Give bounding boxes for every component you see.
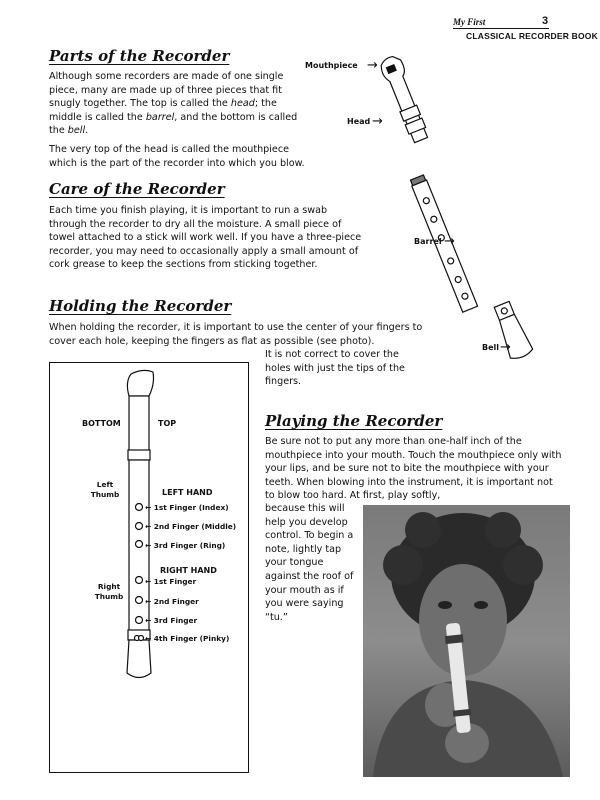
series-label: My First <box>453 17 486 27</box>
parts-text: Although some recorders are made of one single piece, many are made up of three pieces that fit snugly together. The top is called the <box>49 71 284 110</box>
finger-right-index: 1st Finger <box>153 577 197 586</box>
parts-paragraph-1 <box>49 70 299 138</box>
finger-left-index: 1st Finger (Index) <box>153 503 229 512</box>
finger-label: ← 1st Finger <box>145 577 197 586</box>
arrow-icon: → <box>500 340 511 355</box>
arrow-icon: → <box>372 114 383 129</box>
header-rule <box>453 28 549 29</box>
care-heading: Care of the Recorder <box>49 180 225 198</box>
parts-text: ; the middle is called the <box>49 98 277 123</box>
care-paragraph: Each time you finish playing, it is important to run a swab through the recorder to dry all the moisture. A small piece of towel attached to a stick will work well. If you have a three-piece recorder, you may need to occasionally apply a small amount of cork grease to keep the sections from sticking together. <box>49 205 362 271</box>
page-number: 3 <box>542 15 549 27</box>
parts-paragraph-2: The very top of the head is called the mouthpiece which is the part of the recorder into which you blow. <box>49 144 305 169</box>
holding-paragraph-1: When holding the recorder, it is important to use the center of your fingers to cover each hole, keeping the fingers as flat as possible (see photo). <box>49 322 423 347</box>
term-head: head <box>230 98 255 110</box>
finger-right-middle: 2nd Finger <box>153 597 199 606</box>
label-left-thumb: Left Thumb <box>90 480 120 499</box>
book-title: CLASSICAL RECORDER BOOK <box>466 31 598 41</box>
finger-right-pinky: 4th Finger (Pinky) <box>153 634 230 643</box>
recorder-front-diagram <box>115 368 165 698</box>
playing-paragraph-1: Be sure not to put any more than one-half inch of the mouthpiece into your mouth. Touch the mouthpiece only with your lips, and be sure not to bite the mouthpiece with your teeth. When blowing into the instrument, it is important not to blow too hard. At first, play softly, <box>265 436 562 502</box>
label-bottom: BOTTOM <box>82 419 121 428</box>
arrow-icon: → <box>367 58 378 73</box>
label-head: Head <box>347 117 371 126</box>
finger-label: ← 4th Finger (Pinky) <box>145 634 230 643</box>
label-top: TOP <box>158 419 177 428</box>
parts-heading: Parts of the Recorder <box>49 47 230 65</box>
label-left-hand: LEFT HAND <box>162 488 213 497</box>
recorder-head-part <box>378 54 432 144</box>
holding-paragraph-2: It is not correct to cover the holes with just the tips of the fingers. <box>265 349 405 388</box>
holding-heading: Holding the Recorder <box>49 297 232 315</box>
finger-label: ← 2nd Finger <box>145 597 199 606</box>
label-barrel: Barrel <box>414 237 442 246</box>
term-bell: bell <box>67 125 86 137</box>
parts-text: , and the bottom is called the <box>49 111 298 137</box>
parts-text: . <box>85 125 89 137</box>
playing-paragraph-2: because this will help you develop control. To begin a note, lightly tap your tongue against the roof of your mouth as if you were saying “tu.” <box>265 503 354 623</box>
term-barrel: barrel <box>145 111 175 123</box>
playing-heading: Playing the Recorder <box>265 412 443 430</box>
recorder-parts-diagram <box>370 50 570 380</box>
child-illustration <box>363 505 570 777</box>
label-mouthpiece: Mouthpiece <box>305 61 358 70</box>
finger-left-ring: 3rd Finger (Ring) <box>153 541 226 550</box>
finger-label: ← 2nd Finger (Middle) <box>145 522 237 531</box>
label-bell: Bell <box>482 343 500 352</box>
finger-label: ← 3rd Finger <box>145 616 198 625</box>
child-playing-photo <box>363 505 570 777</box>
label-right-hand: RIGHT HAND <box>160 566 217 575</box>
recorder-bell-part <box>491 300 534 361</box>
arrow-icon: → <box>444 234 455 249</box>
finger-label: ← 3rd Finger (Ring) <box>145 541 226 550</box>
finger-left-middle: 2nd Finger (Middle) <box>153 522 237 531</box>
finger-label: ← 1st Finger (Index) <box>145 503 229 512</box>
label-right-thumb: Right Thumb <box>94 582 124 601</box>
finger-right-ring: 3rd Finger <box>153 616 198 625</box>
